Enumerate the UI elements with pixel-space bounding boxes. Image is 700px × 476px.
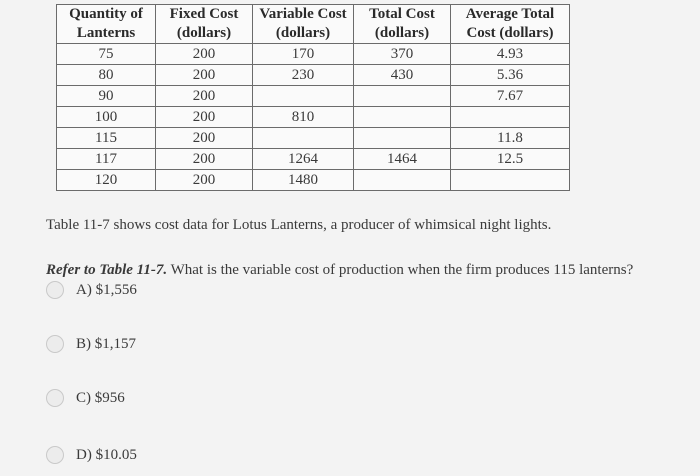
cell-fixed-cost: 200: [156, 149, 253, 170]
radio-button-icon[interactable]: [46, 389, 64, 407]
header-total-cost: [354, 5, 451, 44]
cell-total-cost: [354, 170, 451, 191]
cost-data-table: [56, 4, 570, 191]
cell-variable-cost: 170: [253, 44, 354, 65]
cell-fixed-cost: 200: [156, 170, 253, 191]
answer-option-label: D) $10.05: [76, 446, 137, 463]
answer-option-c[interactable]: [46, 389, 125, 407]
cell-total-cost: [354, 128, 451, 149]
cell-average-total-cost: [451, 107, 570, 128]
cell-average-total-cost: 11.8: [451, 128, 570, 149]
header-total-line2: (dollars): [374, 25, 430, 41]
cell-quantity: 75: [57, 44, 156, 65]
header-average-line1: Average Total: [465, 6, 555, 22]
cell-quantity: 90: [57, 86, 156, 107]
cell-total-cost: 370: [354, 44, 451, 65]
answer-option-label: B) $1,157: [76, 335, 136, 352]
answer-option-b[interactable]: [46, 335, 136, 353]
table-header-row: [57, 5, 570, 44]
cell-variable-cost: [253, 128, 354, 149]
cell-variable-cost: 1480: [253, 170, 354, 191]
cell-fixed-cost: 200: [156, 107, 253, 128]
answer-option-a[interactable]: [46, 281, 137, 299]
table-row: [57, 44, 570, 65]
header-quantity: [57, 5, 156, 44]
cell-quantity: 117: [57, 149, 156, 170]
cell-quantity: 80: [57, 65, 156, 86]
header-fixed-cost: [156, 5, 253, 44]
table-row: [57, 149, 570, 170]
header-total-line1: Total Cost: [369, 6, 435, 22]
question-prompt: What is the variable cost of production when the firm produces 115 lanterns?: [167, 262, 634, 278]
cell-average-total-cost: 5.36: [451, 65, 570, 86]
cell-average-total-cost: 7.67: [451, 86, 570, 107]
answer-option-label: A) $1,556: [76, 281, 137, 298]
table-row: [57, 86, 570, 107]
cell-variable-cost: 1264: [253, 149, 354, 170]
header-variable-line1: Variable Cost: [259, 6, 347, 22]
table-caption: Table 11-7 shows cost data for Lotus Lanterns, a producer of whimsical night lights.: [46, 217, 552, 233]
header-fixed-line2: (dollars): [176, 25, 232, 41]
radio-button-icon[interactable]: [46, 335, 64, 353]
cell-variable-cost: 810: [253, 107, 354, 128]
table-row: [57, 170, 570, 191]
cell-fixed-cost: 200: [156, 86, 253, 107]
question-reference: Refer to Table 11-7.: [46, 262, 168, 278]
cell-average-total-cost: 4.93: [451, 44, 570, 65]
cell-fixed-cost: 200: [156, 65, 253, 86]
header-variable-line2: (dollars): [275, 25, 331, 41]
cell-total-cost: 1464: [354, 149, 451, 170]
cell-quantity: 115: [57, 128, 156, 149]
table-row: [57, 65, 570, 86]
cell-average-total-cost: 12.5: [451, 149, 570, 170]
question-text: [46, 262, 633, 279]
header-fixed-line1: Fixed Cost: [169, 6, 239, 22]
header-quantity-line1: Quantity of: [69, 6, 143, 22]
cell-quantity: 120: [57, 170, 156, 191]
header-average-line2: Cost (dollars): [466, 25, 554, 41]
cell-variable-cost: 230: [253, 65, 354, 86]
header-quantity-line2: Lanterns: [76, 25, 136, 41]
answer-option-d[interactable]: [46, 446, 137, 464]
cell-total-cost: [354, 86, 451, 107]
table-row: [57, 128, 570, 149]
table-row: [57, 107, 570, 128]
header-variable-cost: [253, 5, 354, 44]
header-average-total-cost: [451, 5, 570, 44]
radio-button-icon[interactable]: [46, 446, 64, 464]
cell-total-cost: 430: [354, 65, 451, 86]
answer-option-label: C) $956: [76, 389, 125, 406]
cell-fixed-cost: 200: [156, 128, 253, 149]
cell-fixed-cost: 200: [156, 44, 253, 65]
cell-average-total-cost: [451, 170, 570, 191]
cell-total-cost: [354, 107, 451, 128]
cell-quantity: 100: [57, 107, 156, 128]
radio-button-icon[interactable]: [46, 281, 64, 299]
cell-variable-cost: [253, 86, 354, 107]
